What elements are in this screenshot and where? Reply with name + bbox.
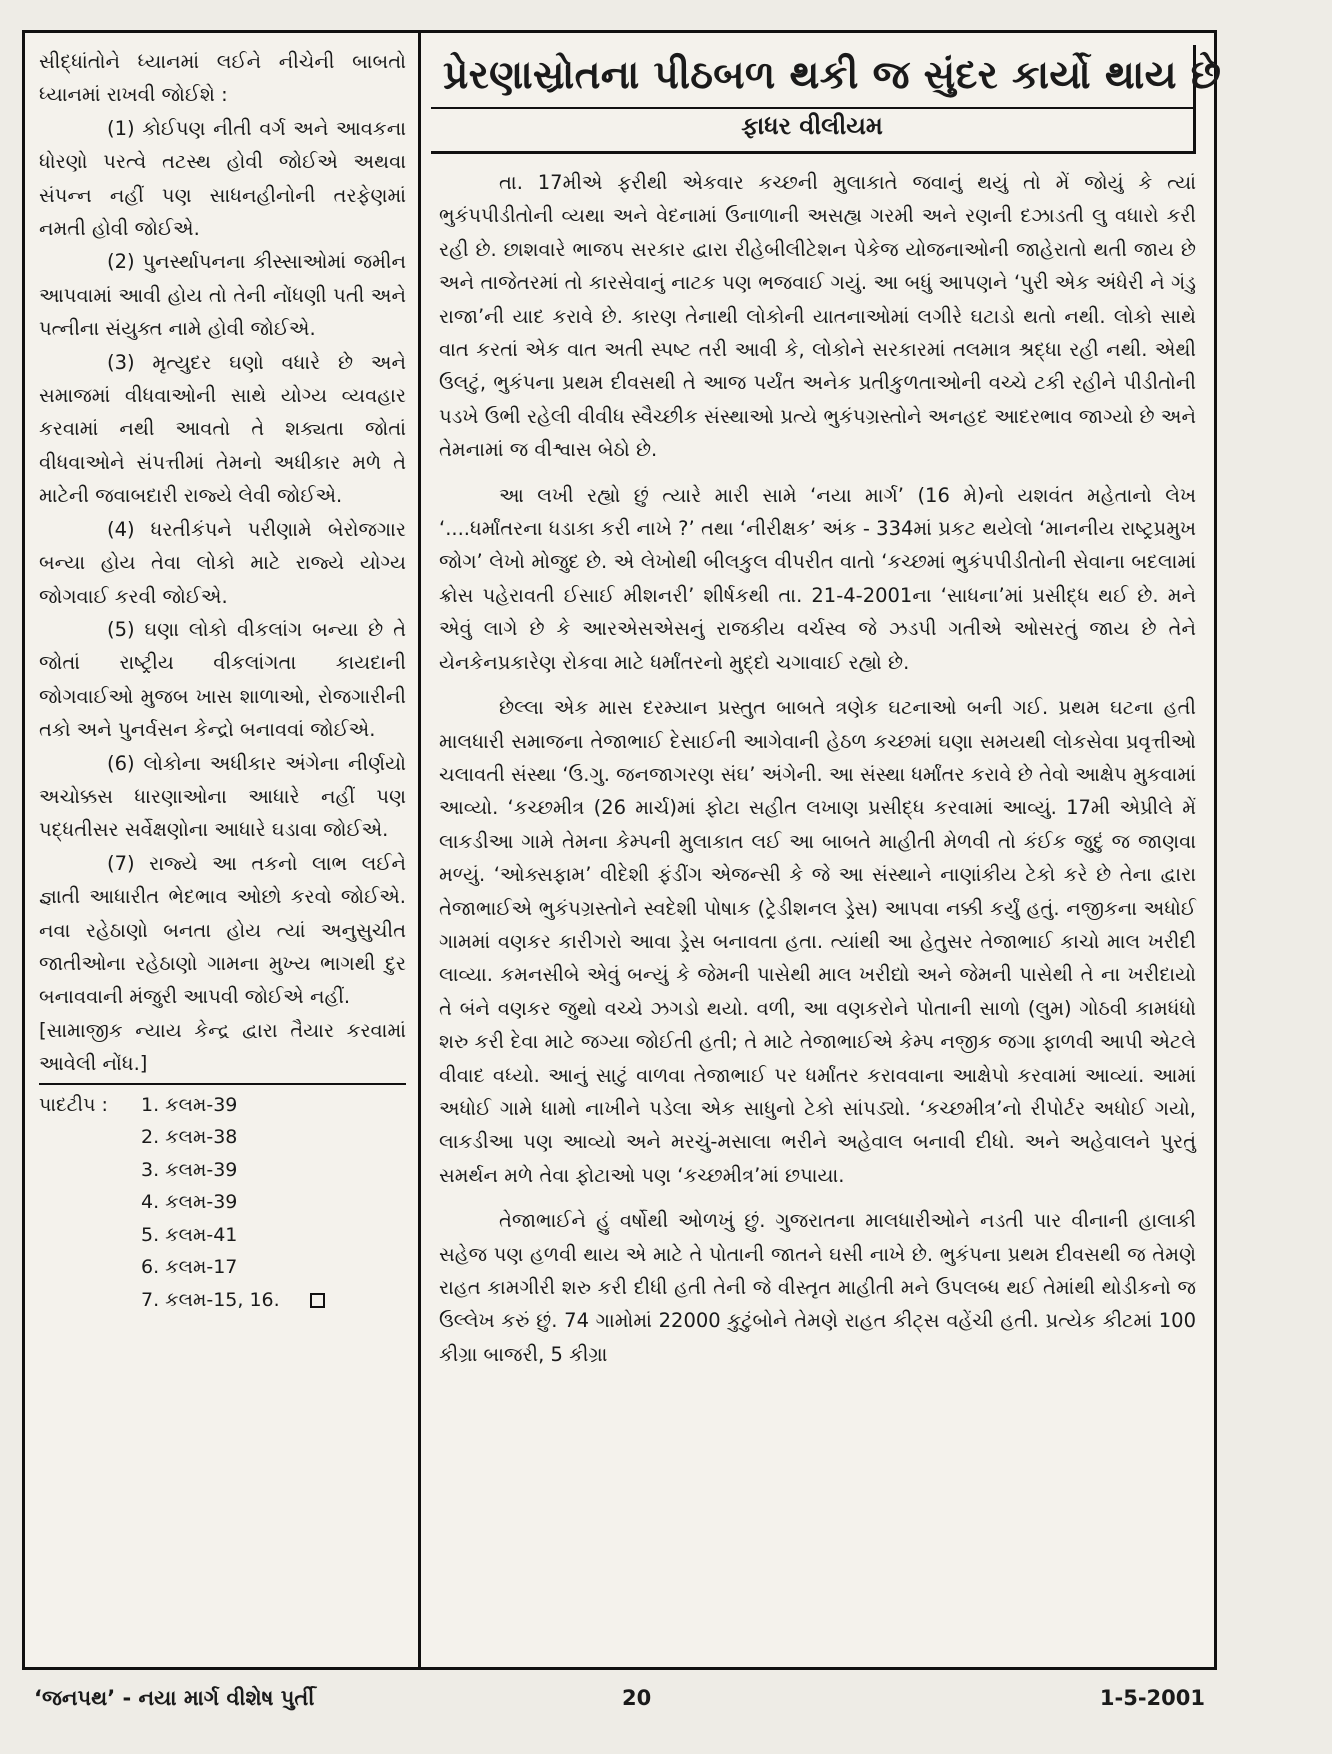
article-paragraph: આ લખી રહ્યો છું ત્યારે મારી સામે ‘નયા માર્ગ’ (16 મે)નો યશવંત મહેતાનો લેખ ‘....ધર્માંતરના ધડાકા કરી નાખે ?’ તથા ‘નીરીક્ષક’ અંક - 334માં પ્રકટ થયેલો ‘માનનીય રાષ્ટ્રપ્રમુખ જોગ’ લેખો મોજુદ છે. એ લેખોથી બીલકુલ વીપરીત વાતો ‘કચ્છમાં ભુકંપપીડીતોની સેવાના બદલામાં ક્રોસ પહેરાવતી ઈસાઈ મીશનરી’ શીર્ષકથી તા. 21-4-2001ના ‘સાધના’માં પ્રસીદ્ધ થઈ છે. મને એવું લાગે છે કે આરએસએસનું રાજકીય વર્ચસ્વ જે ઝડપી ગતીએ ઓસરતું જાય છે તેને યેનકેનપ્રકારેણ રોકવા માટે ધર્માંતરનો મુદ્દો ચગાવાઈ રહ્યો છે. [439, 483, 1196, 674]
footnotes [39, 1089, 406, 1317]
footnote-item: 1. કલમ-39 [141, 1093, 238, 1116]
footnote-text: 7. કલમ-15, 16. [141, 1288, 280, 1311]
point-6: (6) લોકોના અધીકાર અંગેના નીર્ણયો અચોક્કસ ધારણાઓના આધારે નહીં પણ પદ્ધતીસર સર્વેક્ષણોના આધારે ઘડાવા જોઈએ. [39, 751, 406, 842]
footnote-item-last [141, 1284, 325, 1317]
point-2: (2) પુનર્સ્થાપનના કીસ્સાઓમાં જમીન આપવામાં આવી હોય તો તેની નોંધણી પતી અને પત્નીના સંયુક્ત નામે હોવી જોઈએ. [39, 250, 406, 341]
bracket-note: [સામાજીક ન્યાય કેન્દ્ર દ્વારા તૈયાર કરવામાં આવેલી નોંધ.] [39, 1014, 406, 1085]
point-4: (4) ધરતીકંપને પરીણામે બેરોજગાર બન્યા હોય તેવા લોકો માટે રાજ્યે યોગ્ય જોગવાઈ કરવી જોઈએ. [39, 517, 406, 608]
footnote-label: પાદટીપ : [39, 1093, 108, 1116]
footer-page-number: 20 [622, 1686, 652, 1710]
article-body [439, 166, 1196, 1371]
footnote-item: 3. કલમ-39 [141, 1158, 238, 1181]
point-1: (1) કોઈપણ નીતી વર્ગ અને આવકના ધોરણો પરત્વે તટસ્થ હોવી જોઈએ અથવા સંપન્ન નહીં પણ સાધનહીનોની તરફેણમાં નમતી હોવી જોઈએ. [39, 116, 406, 241]
point-7: (7) રાજ્યે આ તકનો લાભ લઈને જ્ઞાતી આધારીત ભેદભાવ ઓછો કરવો જોઈએ. નવા રહેઠાણો બનતા હોય ત્યાં અનુસુચીત જાતીઓના રહેઠાણો ગામના મુખ્ય ભાગથી દુર બનાવવાની મંજુરી આપવી જોઈએ નહીં. [39, 851, 406, 1009]
page-frame [22, 30, 1222, 1670]
footnote-list [141, 1089, 325, 1317]
article-paragraph: તેજાભાઈને હું વર્ષોથી ઓળખું છું. ગુજરાતના માલધારીઓને નડતી પાર વીનાની હાલાકી સહેજ પણ હળવી થાય એ માટે તે પોતાની જાતને ઘસી નાખે છે. ભુકંપના પ્રથમ દીવસથી જ તેમણે રાહત કામગીરી શરુ કરી દીધી હતી તેની જે વીસ્તૃત માહીતી મને ઉપલબ્ધ થઈ તેમાંથી થોડીકનો જ ઉલ્લેખ કરું છું. 74 ગામોમાં 22000 કુટુંબોને તેમણે રાહત કીટ્સ વહેંચી હતી. પ્રત્યેક કીટમાં 100 કીગ્રા બાજરી, 5 કીગ્રા [439, 1209, 1196, 1366]
article-paragraph: છેલ્લા એક માસ દરમ્યાન પ્રસ્તુત બાબતે ત્રણેક ઘટનાઓ બની ગઈ. પ્રથમ ઘટના હતી માલધારી સમાજના તેજાભાઈ દેસાઈની આગેવાની હેઠળ કચ્છમાં ઘણા સમયથી લોકસેવા પ્રવૃત્તીઓ ચલાવતી સંસ્થા ‘ઉ.ગુ. જનજાગરણ સંઘ’ અંગેની. આ સંસ્થા ધર્માંતર કરાવે છે તેવો આક્ષેપ મુકવામાં આવ્યો. ‘કચ્છમીત્ર (26 માર્ચ)માં ફોટા સહીત લખાણ પ્રસીદ્ધ કરવામાં આવ્યું. 17મી એપ્રીલે મેં લાકડીઆ ગામે તેમના કેમ્પની મુલાકાત લઈ આ બાબતે માહીતી મેળવી તો કંઈક જુદું જ જાણવા મળ્યું. ‘ઓક્સફામ’ વીદેશી ફંડીંગ એજન્સી કે જે આ સંસ્થાને નાણાંકીય ટેકો કરે છે તેના દ્વારા તેજાભાઈએ ભુકંપગ્રસ્તોને સ્વદેશી પોષાક (ટ્રેડીશનલ ડ્રેસ) આપવા નક્કી કર્યું હતું. નજીકના અધોઈ ગામમાં વણકર કારીગરો આવા ડ્રેસ બનાવતા હતા. ત્યાંથી આ હેતુસર તેજાભાઈ કાચો માલ ખરીદી લાવ્યા. કમનસીબે એવું બન્યું કે જેમની પાસેથી માલ ખરીદ્યો અને જેમની પાસેથી તે ના ખરીદાયો તે બંને વણકર જુથો વચ્ચે ઝગડો થયો. વળી, આ વણકરોને પોતાની સાળો (લુમ) ગોઠવી કામધંધો શરુ કરી દેવા માટે જગ્યા જોઈતી હતી; તે માટે તેજાભાઈએ કેમ્પ નજીક જગા ફાળવી આપી એટલે વીવાદ વધ્યો. આનું સાટું વાળવા તેજાભાઈ પર ધર્માંતર કરાવવાના આક્ષેપો કરવામાં આવ્યાં. આમાં અધોઈ ગામે ધામો નાખીને પડેલા એક સાધુનો ટેકો સાંપડ્યો. ‘કચ્છમીત્ર’નો રીપોર્ટર અધોઈ ગયો, લાકડીઆ પણ આવ્યો અને મરચું-મસાલા ભરીને અહેવાલ બનાવી દીધો. અને અહેવાલને પુરતું સમર્થન મળે તેવા ફોટાઓ પણ ‘કચ્છમીત્ર’માં છપાયા. [439, 696, 1197, 1187]
end-square-icon [310, 1293, 325, 1308]
footnote-item: 5. કલમ-41 [141, 1223, 238, 1246]
point-5: (5) ઘણા લોકો વીકલાંગ બન્યા છે તે જોતાં રાષ્ટ્રીય વીકલાંગતા કાયદાની જોગવાઈઓ મુજબ ખાસ શાળાઓ, રોજગારીની તકો અને પુનર્વસન કેન્દ્રો બનાવવાં જોઈએ. [39, 617, 406, 742]
footnote-item: 6. કલમ-17 [141, 1256, 238, 1279]
footer-publication: ‘જનપથ’ - નયા માર્ગ વીશેષ પુર્તી [34, 1686, 315, 1710]
footer-date: 1-5-2001 [1099, 1686, 1205, 1710]
page-footer [22, 1686, 1217, 1726]
left-column [25, 33, 421, 1667]
left-intro: સીદ્ધાંતોને ધ્યાનમાં લઈને નીચેની બાબતો ધ્યાનમાં રાખવી જોઈશે : [39, 50, 406, 107]
point-3: (3) મૃત્યુદર ઘણો વધારે છે અને સમાજમાં વીધવાઓની સાથે યોગ્ય વ્યવહાર કરવામાં નથી આવતો તે શક્યતા જોતાં વીધવાઓને સંપત્તીમાં તેમનો અધીકાર મળે તે માટેની જવાબદારી રાજ્યે લેવી જોઈએ. [39, 350, 406, 508]
article-author: ફાધર વીલીયમ [431, 107, 1193, 151]
article-paragraph: તા. 17મીએ ફરીથી એકવાર કચ્છની મુલાકાતે જવાનું થયું તો મેં જોયું કે ત્યાં ભુકંપપીડીતોની વ્યથા અને વેદનામાં ઉનાળાની અસહ્ય ગરમી અને રણની દઝાડતી લુ વધારો કરી રહી છે. છાશવારે ભાજપ સરકાર દ્વારા રીહેબીલીટેશન પેકેજ યોજનાઓની જાહેરાતો થતી જાય છે અને તાજેતરમાં તો કારસેવાનું નાટક પણ ભજવાઈ ગયું. આ બધું આપણને ‘પુરી એક અંધેરી ને ગંડુ રાજા’ની યાદ કરાવે છે. કારણ તેનાથી લોકોની યાતનાઓમાં લગીરે ઘટાડો થતો નથી. લોકો સાથે વાત કરતાં એક વાત અતી સ્પષ્ટ તરી આવી કે, લોકોને સરકારમાં તલમાત્ર શ્રદ્ધા રહી નથી. એથી ઉલટું, ભુકંપના પ્રથમ દીવસથી તે આજ પર્યંત અનેક પ્રતીકુળતાઓની વચ્ચે ટકી રહીને પીડીતોની પડખે ઉભી રહેલી વીવીધ સ્વૈચ્છીક સંસ્થાઓ પ્રત્યે ભુકંપગ્રસ્તોને અનહદ આદરભાવ જાગ્યો છે અને તેમનામાં જ વીશ્વાસ બેઠો છે. [439, 171, 1196, 462]
headline-box [431, 45, 1222, 154]
footnote-item: 2. કલમ-38 [141, 1126, 238, 1149]
article-column [421, 33, 1222, 1667]
article-headline: પ્રેરણાસ્રોતના પીઠબળ થકી જ સુંદર કાર્યો થાય છે [443, 53, 1222, 98]
footnote-item: 4. કલમ-39 [141, 1191, 238, 1214]
